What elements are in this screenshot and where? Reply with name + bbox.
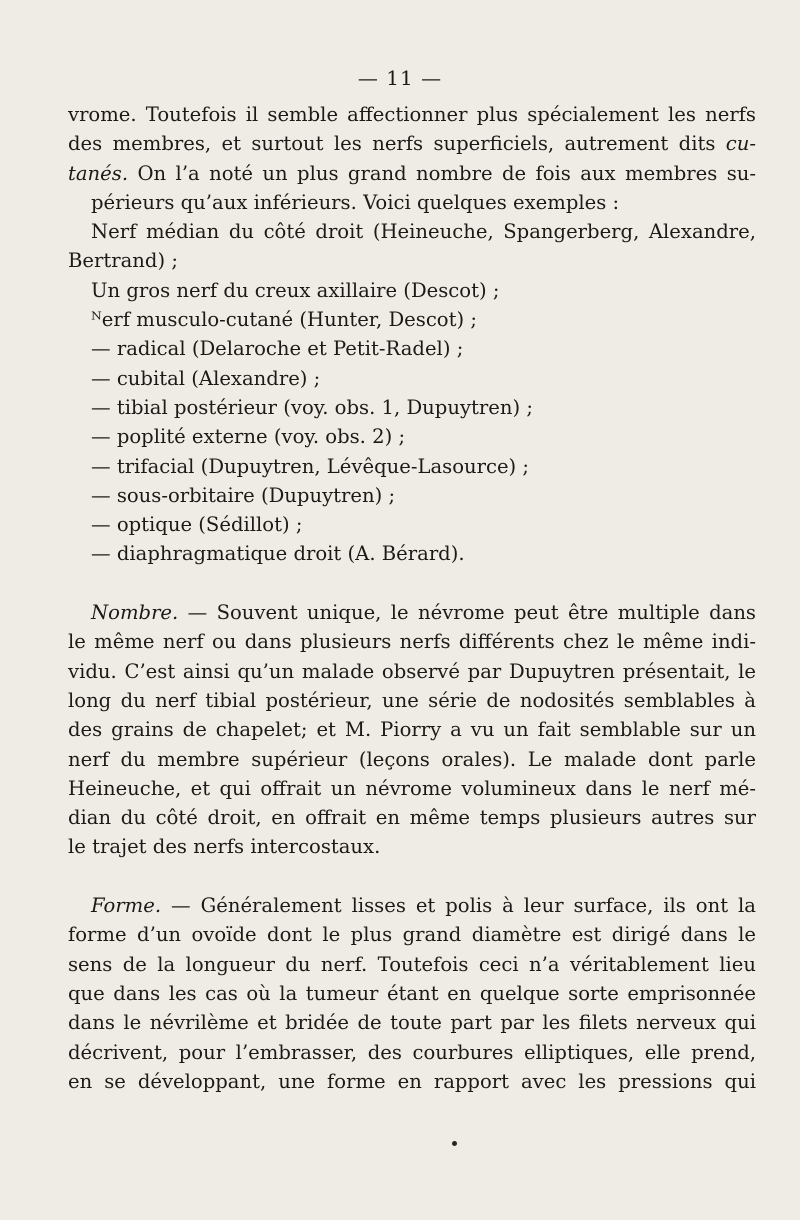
forme-line-3: sens de la longueur du nerf. Toutefois ceci n’a véritablement lieu bbox=[68, 952, 756, 976]
forme-line-4: que dans les cas où la tumeur étant en quelque sorte emprisonnée bbox=[68, 981, 756, 1005]
example-line-9: — trifacial (Dupuytren, Lévêque-Lasource) ; bbox=[91, 454, 530, 478]
para1-line-3 bbox=[68, 159, 756, 188]
example-line-5: — radical (Delaroche et Petit-Radel) ; bbox=[91, 337, 464, 361]
example-line-11: — optique (Sédillot) ; bbox=[91, 513, 303, 537]
forme-line-6: décrivent, pour l’embrasser, des courbures elliptiques, elle prend, bbox=[68, 1040, 756, 1064]
forme-line-1 bbox=[68, 891, 756, 920]
nombre-heading: Nombre. bbox=[91, 601, 179, 625]
example-line-1: Nerf médian du côté droit (Heineuche, Spangerberg, Alexandre, bbox=[91, 220, 756, 244]
nombre-line-2: le même nerf ou dans plusieurs nerfs différents chez le même indi- bbox=[68, 630, 756, 654]
example-line-10: — sous-orbitaire (Dupuytren) ; bbox=[91, 483, 396, 507]
para1-line-2-italic: cu- bbox=[725, 132, 757, 156]
page-number: — 11 — bbox=[357, 66, 443, 90]
para1-line-2-text: des membres, et surtout les nerfs superficiels, autrement dits bbox=[68, 132, 716, 156]
para1-line-1: vrome. Toutefois il semble affectionner plus spécialement les nerfs bbox=[68, 103, 756, 126]
nombre-line-7: Heineuche, et qui offrait un névrome volumineux dans le nerf mé- bbox=[68, 776, 756, 800]
example-line-8: — poplité externe (voy. obs. 2) ; bbox=[91, 425, 406, 449]
ink-speck bbox=[452, 1141, 457, 1146]
forme-line-7: en se développant, une forme en rapport avec les pressions qui bbox=[68, 1069, 756, 1093]
nombre-line-6: nerf du membre supérieur (leçons orales). Le malade dont parle bbox=[68, 747, 756, 771]
para1-line-2 bbox=[68, 129, 756, 158]
example-line-6: — cubital (Alexandre) ; bbox=[91, 366, 321, 390]
example-line-2: Bertrand) ; bbox=[68, 249, 178, 273]
nombre-line-1-text: — Souvent unique, le névrome peut être multiple dans bbox=[187, 601, 756, 625]
page-body bbox=[68, 100, 756, 1096]
nombre-line-3: vidu. C’est ainsi qu’un malade observé par Dupuytren présentait, le bbox=[68, 659, 756, 683]
forme-line-1-text: — Généralement lisses et polis à leur surface, ils ont la bbox=[171, 894, 756, 918]
example-line-3: Un gros nerf du creux axillaire (Descot) ; bbox=[91, 278, 500, 302]
example-line-7: — tibial postérieur (voy. obs. 1, Dupuytren) ; bbox=[91, 395, 533, 419]
forme-line-2: forme d’un ovoïde dont le plus grand diamètre est dirigé dans le bbox=[68, 923, 756, 947]
forme-heading: Forme. bbox=[91, 894, 162, 918]
nombre-line-5: des grains de chapelet; et M. Piorry a vu un fait semblable sur un bbox=[68, 718, 756, 742]
nombre-line-4: long du nerf tibial postérieur, une série de nodosités semblables à bbox=[68, 688, 756, 712]
example-line-4: ᴺerf musculo-cutané (Hunter, Descot) ; bbox=[91, 308, 477, 332]
para1-line-4: périeurs qu’aux inférieurs. Voici quelques exemples : bbox=[91, 190, 620, 214]
paragraph-gap bbox=[68, 862, 756, 891]
paragraph-gap bbox=[68, 569, 756, 598]
nombre-line-8: dian du côté droit, en offrait en même temps plusieurs autres sur bbox=[68, 806, 756, 830]
para1-line-3-italic: tanés. bbox=[68, 161, 129, 185]
forme-line-5: dans le névrilème et bridée de toute part par les filets nerveux qui bbox=[68, 1011, 756, 1035]
nombre-line-1 bbox=[68, 598, 756, 627]
example-line-12: — diaphragmatique droit (A. Bérard). bbox=[91, 542, 465, 566]
para1-line-3-text: On l’a noté un plus grand nombre de fois aux membres su- bbox=[137, 161, 757, 185]
nombre-line-9: le trajet des nerfs intercostaux. bbox=[68, 835, 381, 859]
